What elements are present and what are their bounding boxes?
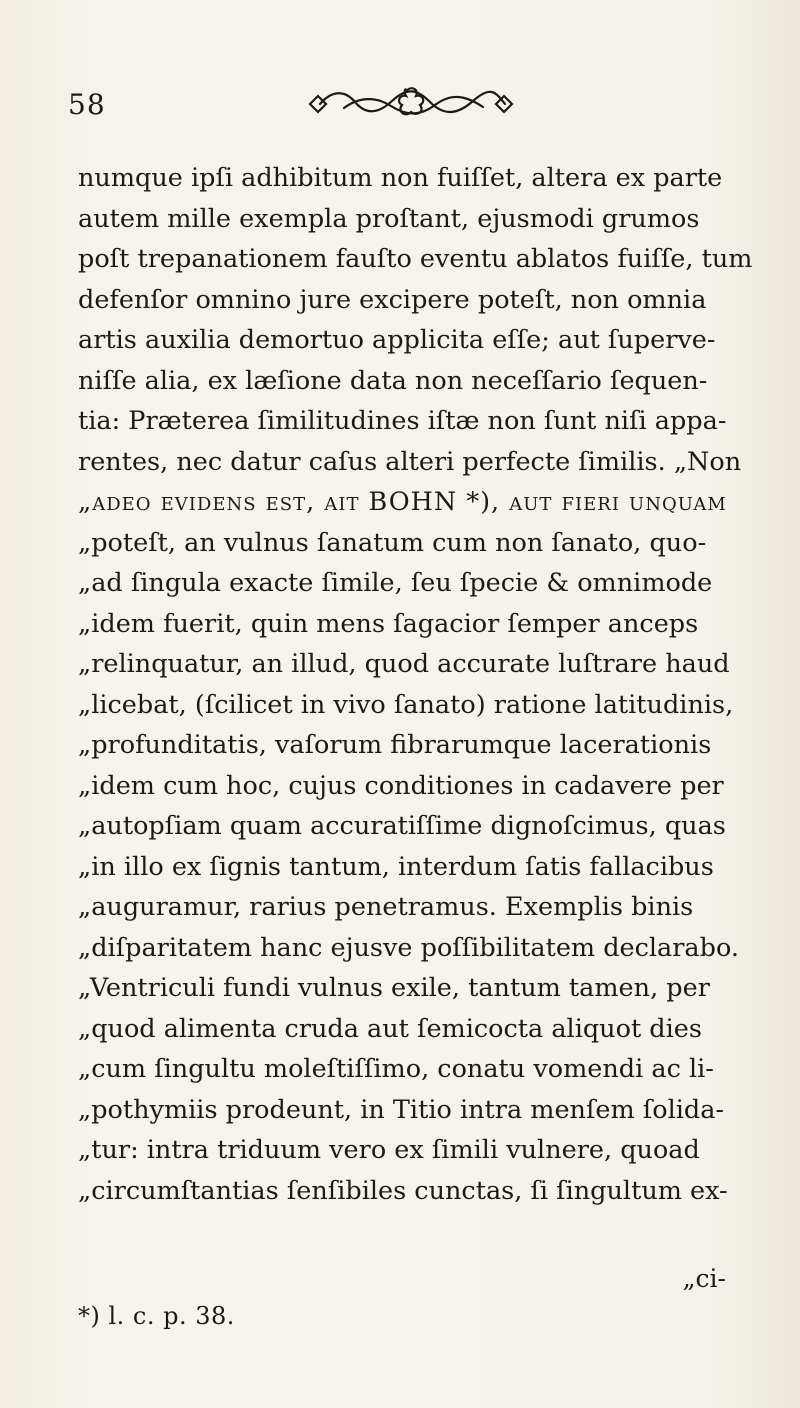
text-line: „ad ſingula exacte ſimile, ſeu ſpecie & omnimode: [78, 568, 713, 598]
text-line: „cum ſingultu moleſtiſſimo, conatu vomendi ac li-: [78, 1054, 714, 1084]
text-line: niſſe alia, ex læſione data non neceſſario ſequen-: [78, 365, 708, 396]
text-line: „profunditatis, vaſorum fibrarumque lacerationis: [78, 730, 712, 760]
text-line: „relinquatur, an illud, quod accurate luſtrare haud: [78, 649, 730, 679]
text-line: rentes, nec datur caſus alteri perfecte ſimilis. „Non: [78, 446, 742, 477]
text-line: „licebat, (ſcilicet in vivo ſanato) ratione latitudinis,: [78, 689, 734, 720]
text-line: „circumſtantias ſenſibiles cunctas, ſi ſingultum ex-: [78, 1175, 728, 1206]
text-line: „auguramur, rarius penetramus. Exemplis binis: [78, 892, 694, 922]
text-line: „pothymiis prodeunt, in Titio intra menſem ſolida-: [78, 1094, 725, 1125]
text-line: numque ipſi adhibitum non fuiſſet, altera ex parte: [78, 163, 723, 193]
text-line: artis auxilia demortuo applicita eſſe; aut ſuperve-: [78, 325, 716, 355]
text-line: „idem cum hoc, cujus conditiones in cadavere per: [78, 770, 724, 801]
text-line: „quod alimenta cruda aut ſemicocta aliquot dies: [78, 1013, 702, 1044]
text-line: „adeo evidens eſt, ait BOHN *), aut fieri unquam: [78, 487, 727, 517]
main-text-block: [78, 158, 753, 1211]
catchword: „ci-: [682, 1264, 726, 1293]
ornament-icon: [302, 84, 520, 122]
text-line: „idem fuerit, quin mens ſagacior ſemper anceps: [78, 608, 699, 639]
text-line: „poteſt, an vulnus ſanatum cum non ſanato, quo-: [78, 527, 707, 558]
text-line: „Ventriculi fundi vulnus exile, tantum tamen, per: [78, 973, 710, 1003]
text-line: „autopſiam quam accuratiſſime dignoſcimus, quas: [78, 811, 726, 841]
text-line: „in illo ex ſignis tantum, interdum ſatis fallacibus: [78, 851, 714, 882]
text-line: poſt trepanationem fauſto eventu ablatos fuiſſe, tum: [78, 244, 753, 274]
text-line: autem mille exempla proſtant, ejusmodi grumos: [78, 203, 700, 234]
text-line: „tur: intra triduum vero ex ſimili vulnere, quoad: [78, 1135, 700, 1165]
text-line: defenſor omnino jure excipere poteſt, non omnia: [78, 284, 707, 315]
text-line: tia: Præterea ſimilitudines iſtæ non ſunt niſi appa-: [78, 406, 727, 436]
footnote: *) l. c. p. 38.: [78, 1302, 235, 1330]
page-number: 58: [68, 88, 106, 121]
text-line: „diſparitatem hanc ejusve poſſibilitatem declarabo.: [78, 932, 739, 963]
